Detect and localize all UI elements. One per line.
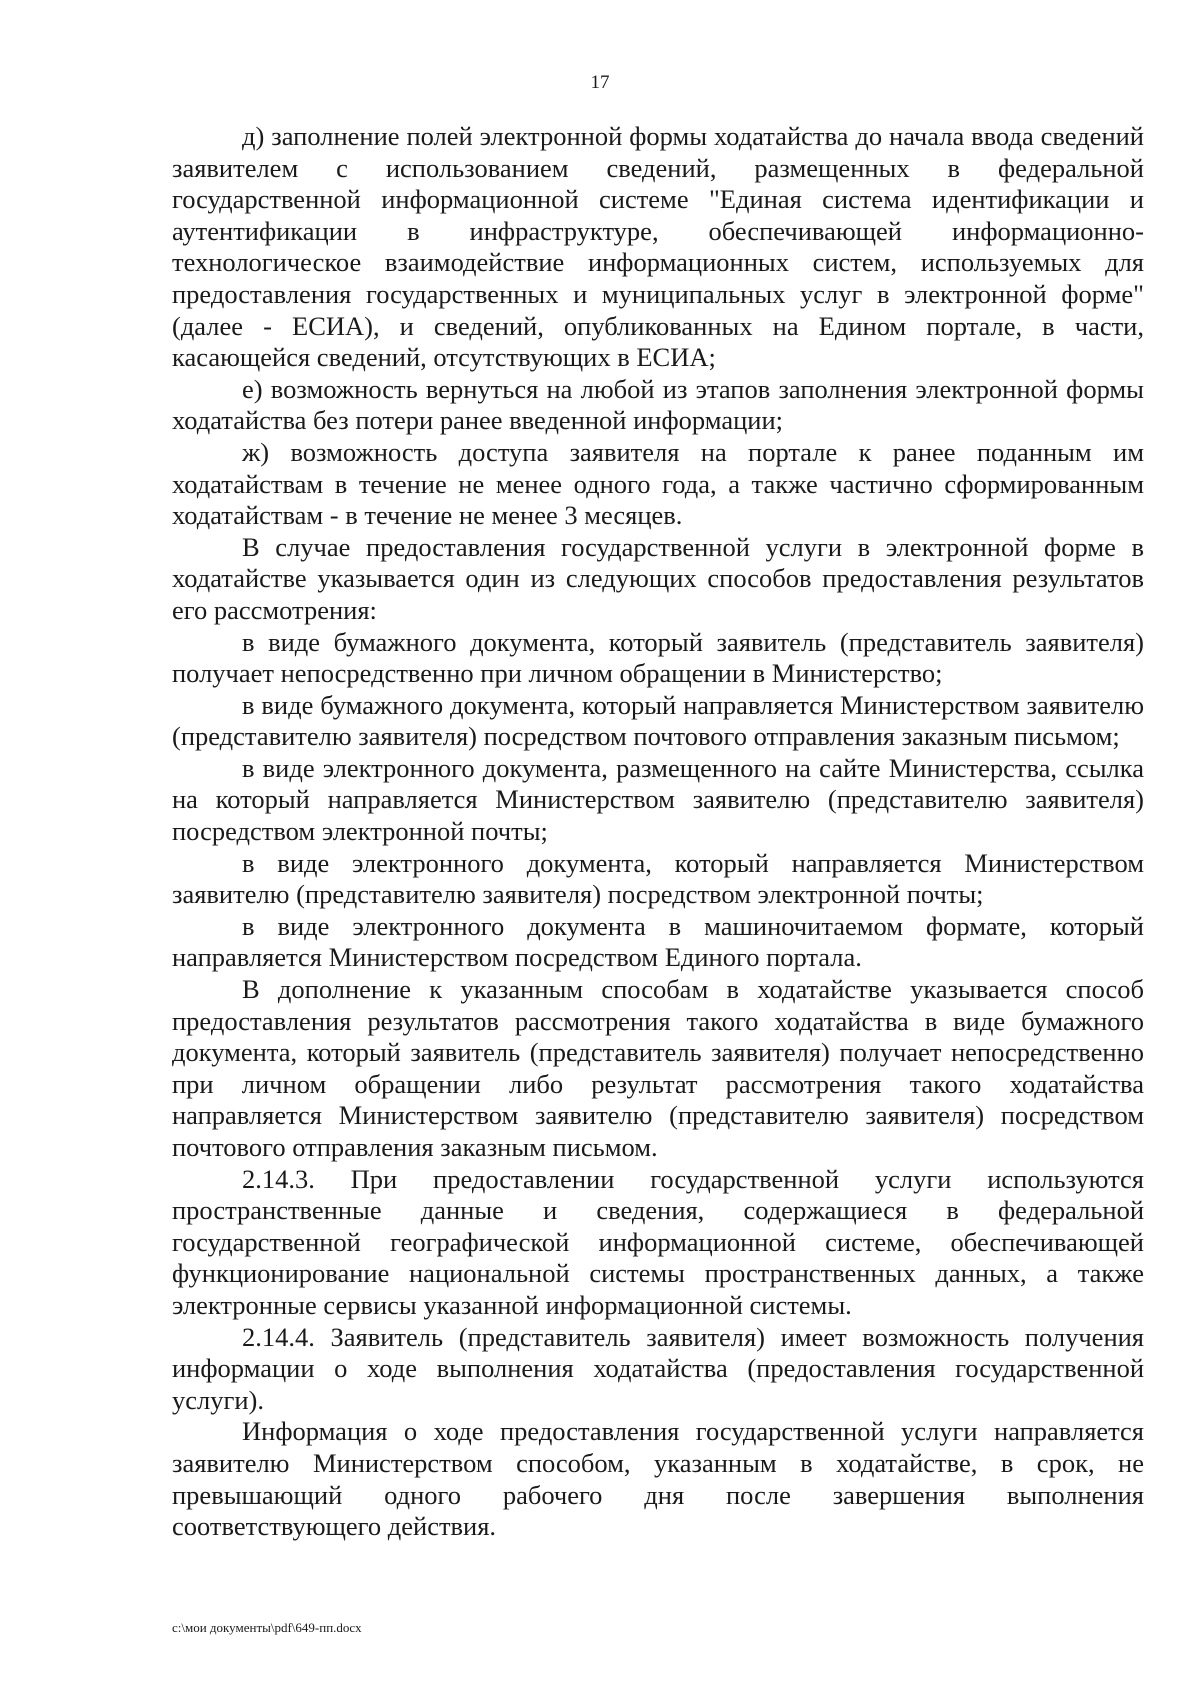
footer-file-path: c:\мои документы\pdf\649-пп.docx (172, 1620, 362, 1635)
paragraph-d-form-autofill: д) заполнение полей электронной формы ходатайства до начала ввода сведений заявителем с использованием сведений, размещенных в федеральной государственной информационной системе "Единая система идентификации и аутентификации в инфраструктуре, обеспечивающей информационно-технологическое взаимодействие информационных систем, используемых для предоставления государственных и муниципальных услуг в электронной форме" (далее - ЕСИА), и сведений, опубликованных на Едином портале, в части, касающейся сведений, отсутствующих в ЕСИА; (172, 121, 1144, 373)
document-body (172, 121, 1144, 1543)
paragraph-method-paper-mail: в виде бумажного документа, который направляется Министерством заявителю (представителю заявителя) посредством почтового отправления заказным письмом; (172, 689, 1144, 752)
paragraph-progress-information: Информация о ходе предоставления государственной услуги направляется заявителю Министерством способом, указанным в ходатайстве, в срок, не превышающий одного рабочего дня после завершения выполнения соответствующего действия. (172, 1416, 1144, 1542)
paragraph-method-electronic-email: в виде электронного документа, который направляется Министерством заявителю (представителю заявителя) посредством электронной почты; (172, 847, 1144, 910)
paragraph-result-methods-intro: В случае предоставления государственной услуги в электронной форме в ходатайстве указывается один из следующих способов предоставления результатов его рассмотрения: (172, 531, 1144, 625)
paragraph-2-14-4: 2.14.4. Заявитель (представитель заявителя) имеет возможность получения информации о ходе выполнения ходатайства (предоставления государственной услуги). (172, 1321, 1144, 1415)
paragraph-e-return-to-step: е) возможность вернуться на любой из этапов заполнения электронной формы ходатайства без потери ранее введенной информации; (172, 373, 1144, 436)
page-number: 17 (590, 72, 610, 93)
paragraph-method-electronic-site-link: в виде электронного документа, размещенного на сайте Министерства, ссылка на который направляется Министерством заявителю (представителю заявителя) посредством электронной почты; (172, 752, 1144, 847)
paragraph-2-14-3: 2.14.3. При предоставлении государственной услуги используются пространственные данные и сведения, содержащиеся в федеральной государственной географической информационной системе, обеспечивающей функционирование национальной системы пространственных данных, а также электронные сервисы указанной информационной системы. (172, 1163, 1144, 1320)
paragraph-zh-access-to-petitions: ж) возможность доступа заявителя на портале к ранее поданным им ходатайствам в течение не менее одного года, а также частично сформированным ходатайствам - в течение не менее 3 месяцев. (172, 436, 1144, 531)
paragraph-method-machine-readable: в виде электронного документа в машиночитаемом формате, который направляется Министерством посредством Единого портала. (172, 910, 1144, 973)
paragraph-method-paper-in-person: в виде бумажного документа, который заявитель (представитель заявителя) получает непосредственно при личном обращении в Министерство; (172, 626, 1144, 689)
paragraph-additional-method: В дополнение к указанным способам в ходатайстве указывается способ предоставления результатов рассмотрения такого ходатайства в виде бумажного документа, который заявитель (представитель заявителя) получает непосредственно при личном обращении либо результат рассмотрения такого ходатайства направляется Министерством заявителю (представителю заявителя) посредством почтового отправления заказным письмом. (172, 974, 1144, 1162)
